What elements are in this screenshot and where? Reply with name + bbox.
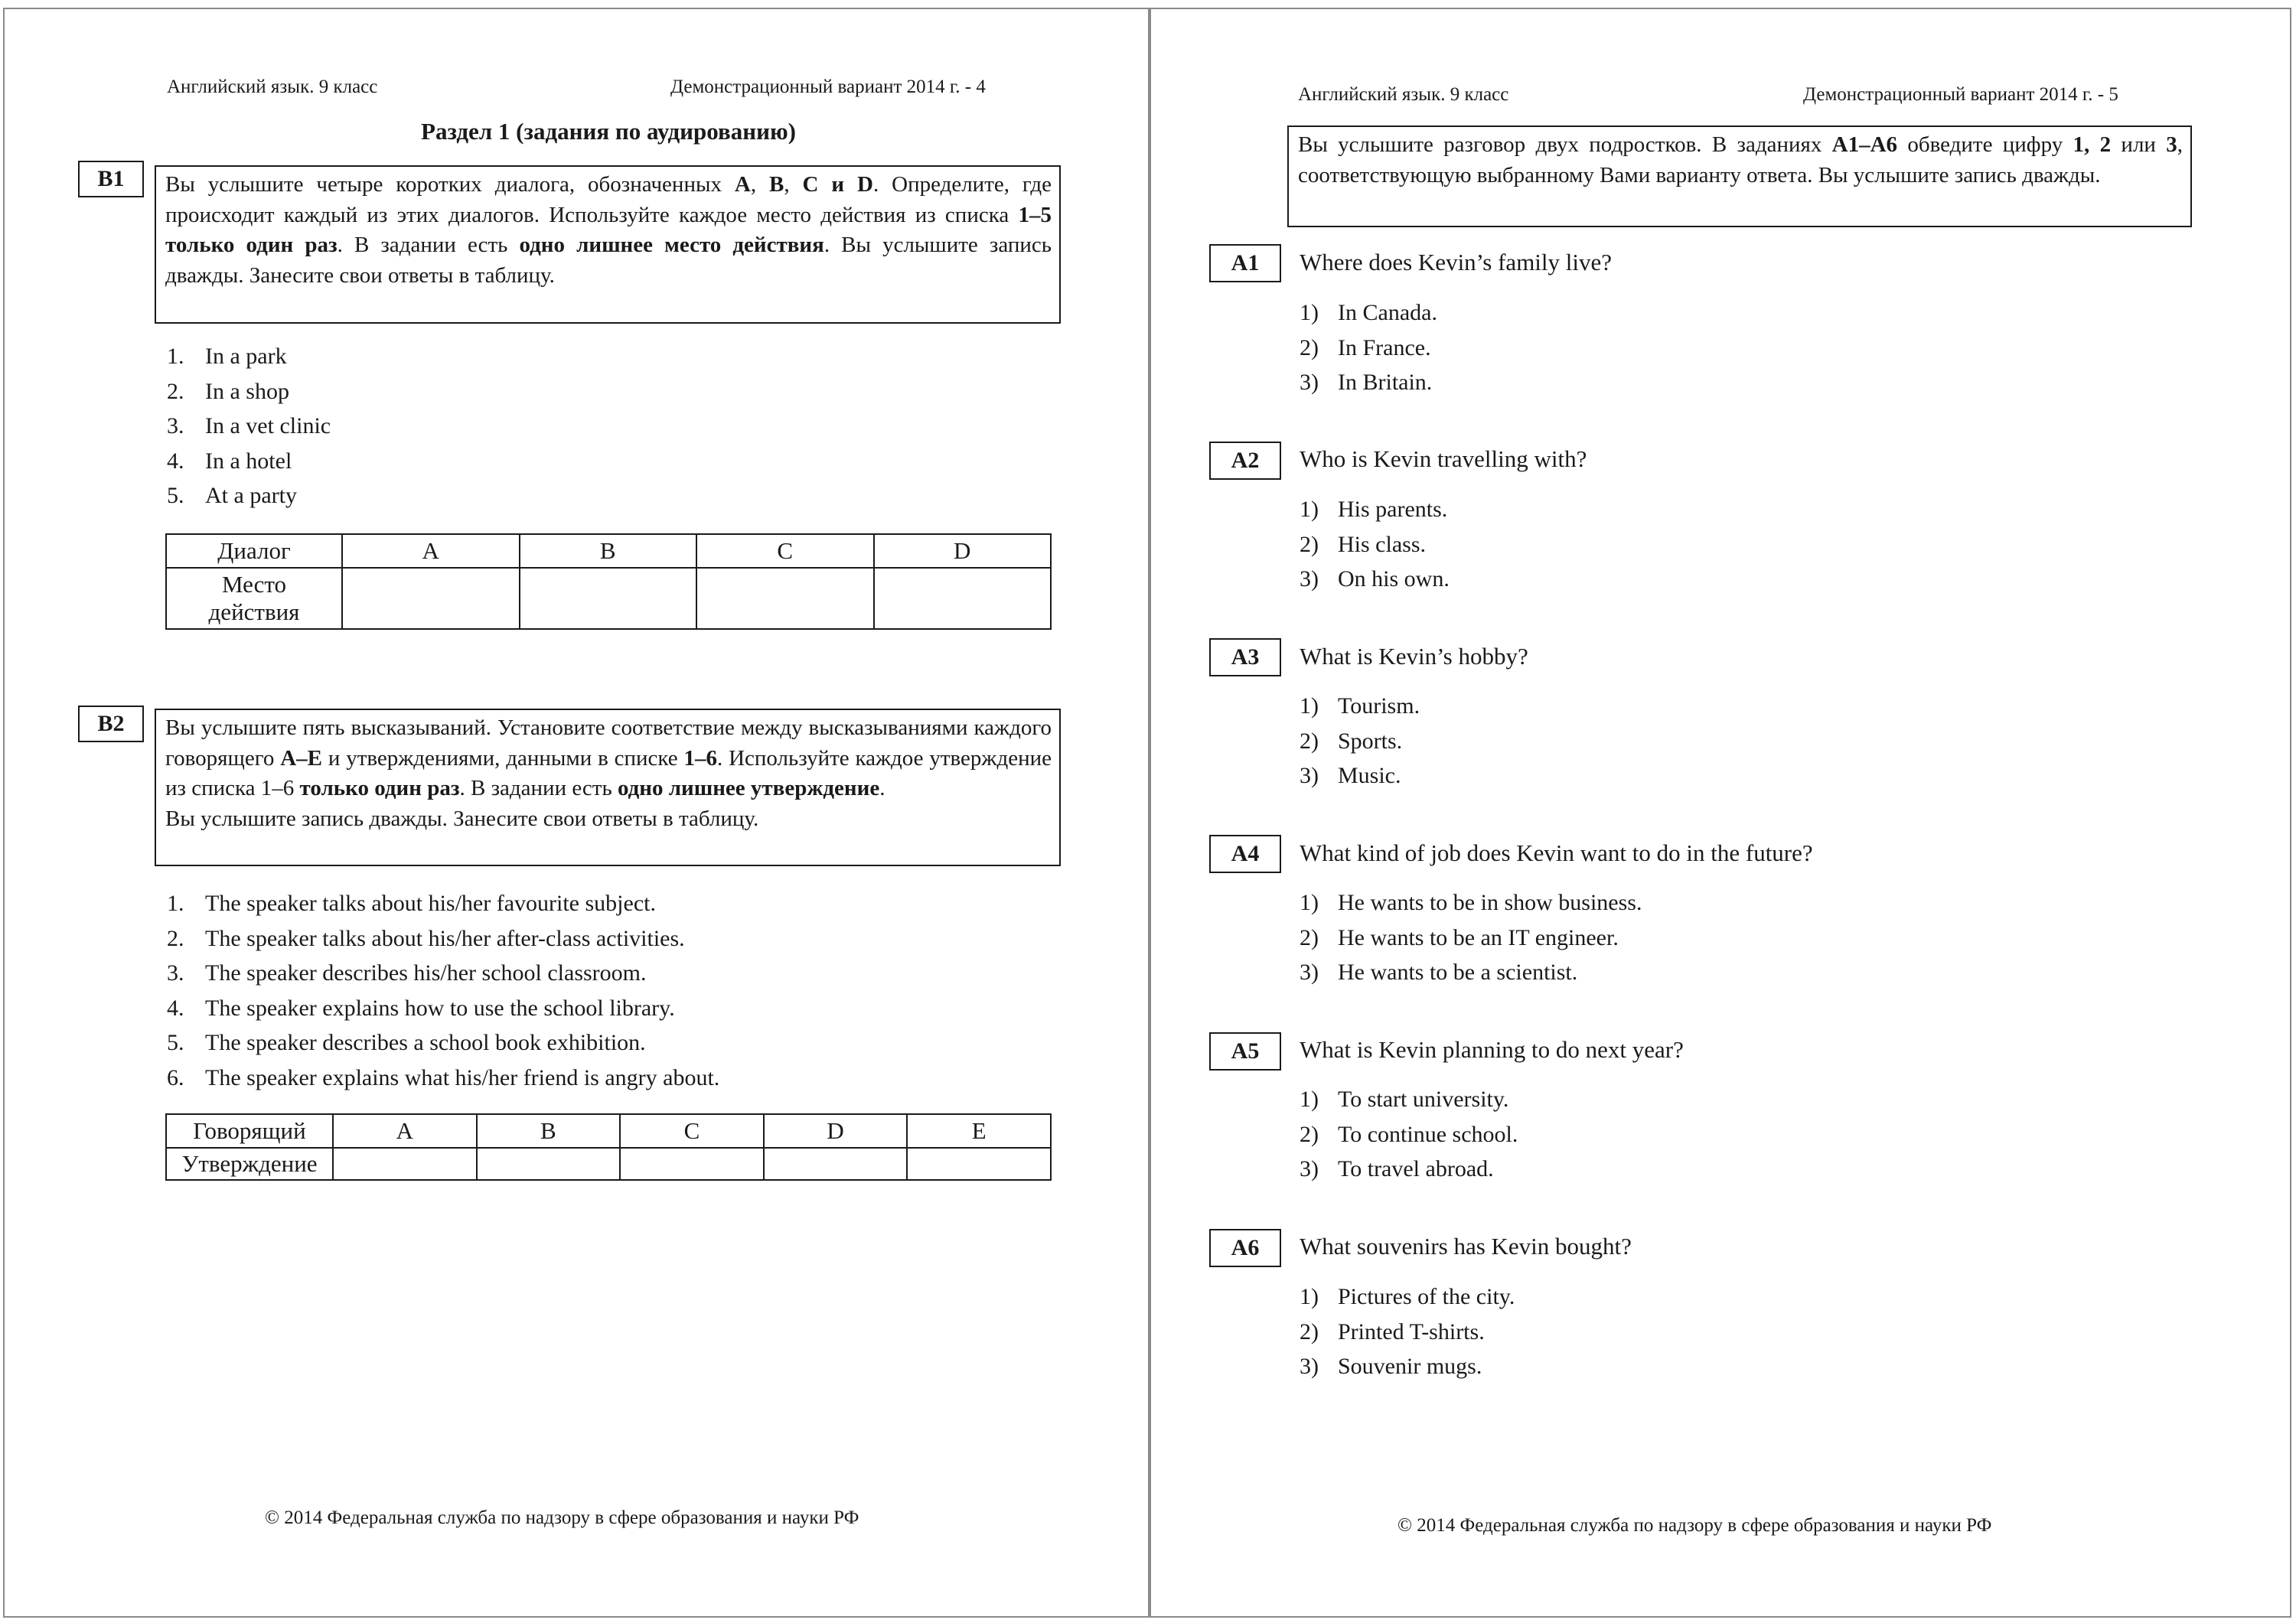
column-header: B — [477, 1114, 621, 1148]
options-a3 — [1300, 689, 1420, 794]
list-item: 1. The speaker talks about his/her favourite subject. — [167, 891, 656, 916]
page-header-subject: Английский язык. 9 класс — [1298, 84, 1509, 105]
answer-cell[interactable] — [620, 1148, 764, 1180]
column-header: C — [696, 534, 874, 568]
list-item: 6. The speaker explains what his/her friend is angry about. — [167, 1064, 720, 1090]
page-left — [3, 8, 1150, 1618]
answer-cell[interactable] — [477, 1148, 621, 1180]
answer-option[interactable]: 2) Sports. — [1300, 728, 1403, 754]
list-item: 3. The speaker describes his/her school classroom. — [167, 960, 647, 986]
column-header: D — [874, 534, 1052, 568]
page-right — [1150, 8, 2291, 1618]
question-a1: Where does Kevin’s family live? — [1300, 249, 1613, 275]
answer-cell[interactable] — [333, 1148, 477, 1180]
task-label-a5: A5 — [1209, 1032, 1281, 1071]
table-row-head: Говорящий — [166, 1114, 333, 1148]
page-header-variant: Демонстрационный вариант 2014 г. - 5 — [1803, 84, 2118, 105]
answer-cell[interactable] — [764, 1148, 908, 1180]
answer-option[interactable]: 3) On his own. — [1300, 566, 1450, 592]
column-header: B — [520, 534, 697, 568]
question-a5: What is Kevin planning to do next year? — [1300, 1036, 1684, 1063]
table-row-head: Место действия — [166, 568, 342, 629]
answer-option[interactable]: 2) He wants to be an IT engineer. — [1300, 924, 1619, 950]
page-footer-copyright: © 2014 Федеральная служба по надзору в сфере образования и науки РФ — [1397, 1515, 1992, 1536]
answer-option[interactable]: 1) He wants to be in show business. — [1300, 890, 1642, 915]
column-header: A — [333, 1114, 477, 1148]
page-footer-copyright: © 2014 Федеральная служба по надзору в сфере образования и науки РФ — [265, 1507, 859, 1528]
task-label-a1: A1 — [1209, 244, 1281, 282]
table-row-head: Утверждение — [166, 1148, 333, 1180]
task-label-a3: A3 — [1209, 638, 1281, 676]
b2-answer-table — [165, 1113, 1052, 1181]
column-header: E — [907, 1114, 1051, 1148]
question-a2: Who is Kevin travelling with? — [1300, 445, 1587, 472]
list-item: 1. In a park — [167, 344, 287, 369]
answer-option[interactable]: 1) His parents. — [1300, 497, 1448, 522]
task-label-a6: A6 — [1209, 1229, 1281, 1267]
question-a3: What is Kevin’s hobby? — [1300, 643, 1528, 670]
answer-option[interactable]: 2) His class. — [1300, 531, 1426, 557]
answer-option[interactable]: 1) Tourism. — [1300, 693, 1420, 719]
b2-statements-list — [167, 886, 719, 1095]
options-a5 — [1300, 1082, 1518, 1187]
answer-option[interactable]: 3) He wants to be a scientist. — [1300, 960, 1578, 985]
task-label-a2: A2 — [1209, 442, 1281, 480]
list-item: 5. At a party — [167, 483, 297, 508]
page-header-variant: Демонстрационный вариант 2014 г. - 4 — [670, 77, 986, 97]
a-section-instructions: Вы услышите разговор двух подростков. В заданиях А1–А6 обведите цифру 1, 2 или 3, соответствующую выбранному Вами варианту ответа. Вы услышите запись дважды. — [1287, 125, 2192, 227]
list-item: 4. The speaker explains how to use the school library. — [167, 995, 675, 1021]
options-a1 — [1300, 295, 1437, 400]
column-header: C — [620, 1114, 764, 1148]
section-title: Раздел 1 (задания по аудированию) — [421, 118, 796, 145]
table-row-head: Диалог — [166, 534, 342, 568]
answer-option[interactable]: 3) Souvenir mugs. — [1300, 1354, 1482, 1379]
answer-option[interactable]: 1) Pictures of the city. — [1300, 1284, 1515, 1309]
answer-cell[interactable] — [907, 1148, 1051, 1180]
answer-cell[interactable] — [342, 568, 520, 629]
answer-option[interactable]: 2) Printed T-shirts. — [1300, 1318, 1485, 1344]
options-a2 — [1300, 492, 1450, 597]
answer-option[interactable]: 3) In Britain. — [1300, 370, 1433, 395]
b1-instructions: Вы услышите четыре коротких диалога, обозначенных A, B, C и D. Определите, где происходит каждый из этих диалогов. Используйте каждое место действия из списка 1–5 только один раз. В задании есть одно лишнее место действия. Вы услышите запись дважды. Занесите свои ответы в таблицу. — [155, 165, 1061, 324]
column-header: A — [342, 534, 520, 568]
b2-instructions: Вы услышите пять высказываний. Установите соответствие между высказываниями каждого говорящего А–Е и утверждениями, данными в списке 1–6. Используйте каждое утверждение из списка 1–6 только один раз. В задании есть одно лишнее утверждение. Вы услышите запись дважды. Занесите свои ответы в таблицу. — [155, 709, 1061, 866]
list-item: 3. In a vet clinic — [167, 413, 331, 438]
answer-cell[interactable] — [874, 568, 1052, 629]
options-a4 — [1300, 885, 1642, 990]
answer-option[interactable]: 3) To travel abroad. — [1300, 1156, 1494, 1181]
b1-answer-table — [165, 533, 1052, 630]
task-label-a4: A4 — [1209, 835, 1281, 873]
answer-option[interactable]: 2) In France. — [1300, 334, 1431, 360]
page-header-subject: Английский язык. 9 класс — [167, 77, 378, 97]
column-header: D — [764, 1114, 908, 1148]
options-a6 — [1300, 1279, 1515, 1384]
answer-cell[interactable] — [520, 568, 697, 629]
task-label-b1: B1 — [78, 161, 144, 197]
b1-places-list — [167, 339, 331, 513]
answer-option[interactable]: 1) To start university. — [1300, 1087, 1509, 1112]
list-item: 5. The speaker describes a school book exhibition. — [167, 1030, 646, 1055]
answer-option[interactable]: 2) To continue school. — [1300, 1121, 1518, 1147]
answer-option[interactable]: 3) Music. — [1300, 763, 1401, 788]
answer-cell[interactable] — [696, 568, 874, 629]
question-a4: What kind of job does Kevin want to do in the future? — [1300, 839, 1813, 866]
answer-option[interactable]: 1) In Canada. — [1300, 300, 1437, 325]
task-label-b2: B2 — [78, 706, 144, 742]
list-item: 2. The speaker talks about his/her after-class activities. — [167, 925, 685, 951]
list-item: 4. In a hotel — [167, 448, 292, 474]
list-item: 2. In a shop — [167, 378, 289, 404]
question-a6: What souvenirs has Kevin bought? — [1300, 1233, 1632, 1260]
